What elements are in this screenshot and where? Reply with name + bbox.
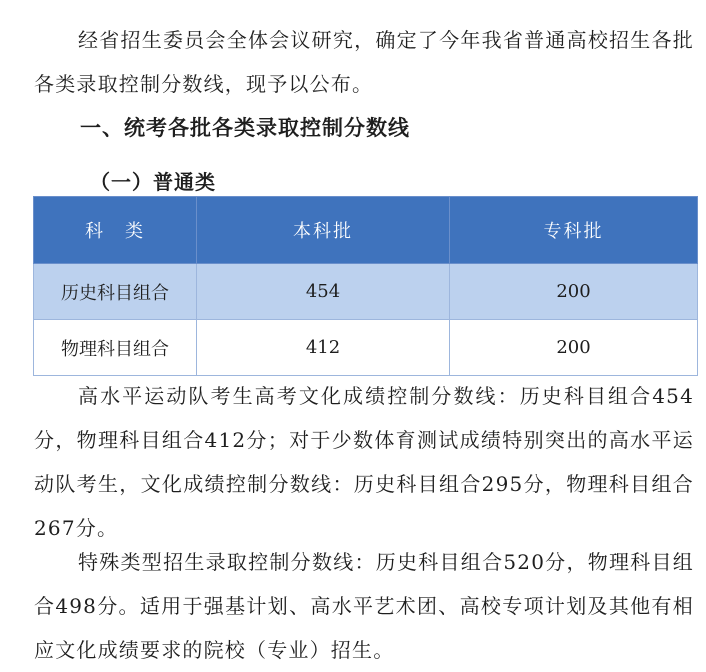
- cell-undergrad: 454: [197, 264, 450, 320]
- cell-category: 历史科目组合: [34, 264, 197, 320]
- header-undergrad: 本科批: [197, 197, 450, 264]
- table-row: [34, 264, 698, 320]
- header-junior-college: 专科批: [450, 197, 698, 264]
- cell-category: 物理科目组合: [34, 320, 197, 376]
- section-heading: 一、统考各批各类录取控制分数线: [80, 116, 410, 140]
- special-admission-paragraph: 特殊类型招生录取控制分数线：历史科目组合520分，物理科目组合498分。适用于强基计划、高水平艺术团、高校专项计划及其他有相应文化成绩要求的院校（专业）招生。: [34, 550, 694, 662]
- cell-undergrad: 412: [197, 320, 450, 376]
- table-header-row: [34, 197, 698, 264]
- header-category: 科 类: [34, 197, 197, 264]
- cell-junior-college: 200: [450, 264, 698, 320]
- table-row: [34, 320, 698, 376]
- subsection-heading: （一）普通类: [90, 170, 216, 194]
- score-table: [33, 196, 698, 376]
- intro-paragraph: 经省招生委员会全体会议研究，确定了今年我省普通高校招生各批各类录取控制分数线，现予以公布。: [34, 28, 694, 96]
- sports-team-paragraph: 高水平运动队考生高考文化成绩控制分数线：历史科目组合454分，物理科目组合412分；对于少数体育测试成绩特别突出的高水平运动队考生，文化成绩控制分数线：历史科目组合295分，物理科目组合267分。: [34, 384, 694, 540]
- cell-junior-college: 200: [450, 320, 698, 376]
